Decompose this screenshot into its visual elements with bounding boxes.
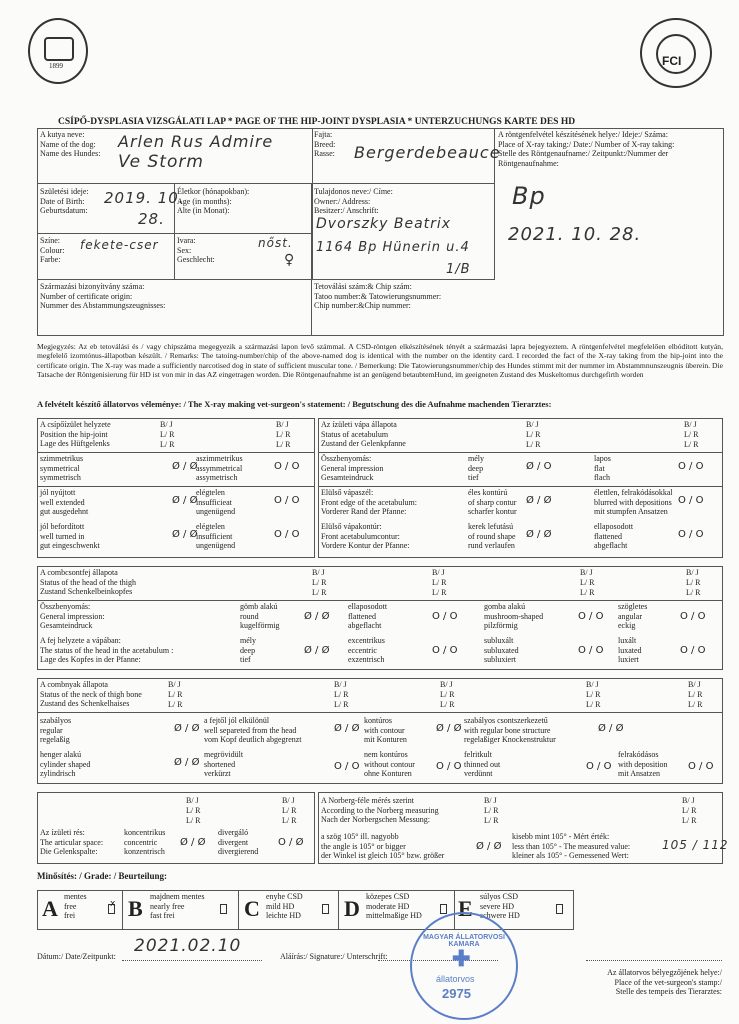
lr-label: L/ R [160, 430, 175, 439]
lr-label: L/ R [282, 806, 297, 815]
fci-text: FCI [662, 54, 682, 68]
grade-A-check-mark: x [110, 899, 116, 909]
lr-label: L/ R [334, 700, 349, 709]
joint-space-opt2-mark[interactable]: O / Ø [278, 837, 304, 848]
date-label: Dátum:/ Date/Zeitpunkt: [37, 952, 116, 961]
front-contour-opt1: kerek lefutású of round shape rund verlaufen [468, 522, 516, 550]
head-pos-label: A fej helyzete a vápában: The status of the head in the acetabulum : Lage des Kopfes in der Pfanne: [40, 636, 174, 664]
general-opt1-mark[interactable]: Ø / O [526, 461, 552, 472]
head-pos-opt3: subluxált subluxated subluxiert [484, 636, 519, 664]
front-contour-opt1-mark[interactable]: Ø / Ø [526, 529, 552, 540]
bj-label: B/ J [186, 796, 199, 805]
lr-label: L/ R [186, 806, 201, 815]
head-general-opt1: gömb alakú round kugelförmig [240, 602, 280, 630]
neck-row2-opt2: nem kontúros without contour ohne Konturen [364, 750, 415, 778]
xray-place-label: A röntgenfelvétel készítésének helye:/ Ideje:/ Száma: Place of X-ray taking:/ Date:/ Number of X-ray taking: Stelle des Röntgenaufname:/ Zeitpunkt:/Nummer der Röntgenaufnahme: [498, 130, 675, 168]
lr-label: L/ R [186, 816, 201, 825]
dog-name-label: A kutya neve: Name of the dog: Name des Hundes: [40, 130, 101, 158]
rot-label: jól befordított well turned in gut eingeschwenkt [40, 522, 100, 550]
stamp-cross-icon: ✚ [452, 946, 471, 971]
neck-row2-opt3-mark[interactable]: O / O [586, 761, 612, 772]
front-edge-opt1-mark[interactable]: Ø / Ø [526, 495, 552, 506]
norberg-opt1-mark[interactable]: Ø / Ø [476, 841, 502, 852]
remarks-text: Megjegyzés: Az eb tetoválási és / vagy chipszáma megegyezik a származási lapon levő számmal. A CSD-röntgen elkészítésének tényét a származási lapra bejegyeztem. A röntgenfelvétel megfelelően elbódított kutyán, megfelelő izomtónus-állapotban készült. / Remarks: The tatoing-number/chip of the above-named dog is identical with the number on the identity card. I recorded the fact of the X-ray taking from the hip-joint into the certificate origin. The X-ray was made a sufficiently narcotised dog in state of sufficient muscular tone. / Bemerkung: Die Tatowierungsnummer/chip des Hundes stimmt mit der nummer im Abstammnunszeugnis überein. Die Tatsache der Röntgenisierung für HD ist von mir in das AZ eingetragen worden. Die Röntgenaufnahme ist an genügend betaubtemHund, im geeigneten Zustand des Muskeltomus durchgefirth worden [37, 342, 723, 380]
norberg-opt1: a szög 105° ill. nagyobb the angle is 105° or bigger der Winkel ist gleich 105° bzw. größer [321, 832, 445, 860]
xray-place-value: Bp [512, 182, 546, 210]
mebesz-logo [28, 18, 88, 84]
grade-divider [238, 890, 239, 930]
grade-A-text: mentes free frei [64, 892, 87, 920]
lr-label: L/ R [432, 578, 447, 587]
grade-title: Minősítés: / Grade: / Beurteilung: [37, 871, 167, 881]
birth-label: Születési ideje: Date of Birth: Geburtsdatum: [40, 187, 89, 215]
statement-title: A felvételt készítő állatorvos véleménye: / The X-ray making vet-surgeon's statement: / Begutschung des die Aufnahme machenden Tierarztes: [37, 399, 552, 409]
lr-label: L/ R [526, 430, 541, 439]
front-contour-opt2: ellaposodott flattened abgeflacht [594, 522, 634, 550]
neck-row1-opt3: szabályos csontszerkezetű with regular bone structure regelaßiger Knockenstruktur [464, 716, 556, 744]
grade-divider [122, 890, 123, 930]
neck-row2-opt1: megrövidült shortened verkürzt [204, 750, 244, 778]
lr-label: L/ R [334, 690, 349, 699]
owner-label: Tulajdonos neve:/ Címe: Owner:/ Address: Besitzer:/ Anschrift: [314, 187, 393, 215]
lr-label: L/ R [580, 588, 595, 597]
neck-row1-label: szabályos regular regelaßig [40, 716, 72, 744]
lr-label: L/ R [686, 578, 701, 587]
owner-value-2: 1164 Bp Hünerin u.4 [316, 240, 470, 255]
front-edge-opt2: élettlen, felrakódásokkal blurred with depositions mit stumpfen Ansatzen [594, 488, 673, 516]
lr-label: L/ R [586, 690, 601, 699]
grade-C-text: enyhe CSD mild HD leichte HD [266, 892, 303, 920]
stamp-caption: Az állatorvos bélyegzőjének helye:/ Place of the vet-surgeon's stamp:/ Stelle des tempeis des Tierarztes: [607, 968, 722, 996]
sym-alt-label: aszimmetrikus assymmetrical assymetrisch [196, 454, 243, 482]
head-pos-opt1: mély deep tief [240, 636, 256, 664]
lr-label: L/ R [580, 578, 595, 587]
head-pos-opt4-mark[interactable]: O / O [680, 645, 706, 656]
birth-value-1: 2019. 10. [104, 189, 185, 207]
stamp-line [586, 960, 722, 961]
rot-checked-mark[interactable]: Ø / Ø [172, 529, 198, 540]
grade-B-letter: B [128, 896, 143, 921]
lr-label: L/ R [440, 690, 455, 699]
head-pos-opt1-mark[interactable]: Ø / Ø [304, 645, 330, 656]
grade-B-text: majdnem mentes nearly free fast frei [150, 892, 205, 920]
lr-label: L/ R [312, 578, 327, 587]
stamp-middle-text: állatorvos [436, 974, 475, 984]
neck-row1-opt2-mark[interactable]: Ø / Ø [436, 723, 462, 734]
sym-checked-mark[interactable]: Ø / Ø [172, 461, 198, 472]
front-edge-label: Elülső vápaszél: Front edge of the acetabulum: Vorderer Rand der Pfanne: [321, 488, 417, 516]
norberg-value: 105 / 112 [662, 838, 729, 852]
general-opt1: mély deep tief [468, 454, 484, 482]
neck-row2-opt3: felritkult thinned out verdünnt [464, 750, 501, 778]
joint-space-label: Az ízületi rés: The articular space: Die Gelenkspalte: [40, 828, 104, 856]
head-pos-opt4: luxált luxated luxiert [618, 636, 642, 664]
neck-row2-mark[interactable]: Ø / Ø [174, 757, 200, 768]
neck-row2-opt4-mark[interactable]: O / O [688, 761, 714, 772]
neck-row1-opt1: a fejtől jól elkülönül well separeted from the head vom Kopf deutlich abgegrenzt [204, 716, 302, 744]
lr-label: L/ R [686, 588, 701, 597]
date-line [122, 960, 262, 961]
front-contour-opt2-mark[interactable]: O / O [678, 529, 704, 540]
lr-label: L/ R [526, 440, 541, 449]
bj-label: B/ J [334, 680, 347, 689]
ext-label: jól nyújtott well extended gut ausgedehnt [40, 488, 89, 516]
neck-row1-opt2: kontúros with contour mit Konturen [364, 716, 407, 744]
head-general-opt1-mark[interactable]: Ø / Ø [304, 611, 330, 622]
bj-label: B/ J [688, 680, 701, 689]
lr-label: L/ R [432, 588, 447, 597]
lr-label: L/ R [168, 690, 183, 699]
owner-value-3: 1/B [446, 262, 471, 277]
bj-label: B/ J [682, 796, 695, 805]
xray-date-value: 2021. 10. 28. [508, 224, 642, 245]
ext-checked-mark[interactable]: Ø / Ø [172, 495, 198, 506]
grade-C-checkbox[interactable] [322, 904, 329, 914]
neck-row1-opt3-mark[interactable]: Ø / Ø [598, 723, 624, 734]
head-pos-opt3-mark[interactable]: O / O [578, 645, 604, 656]
tattoo-label: Tetoválási szám:& Chip szám: Tatoo number:& Tatowierungsnummer: Chip number:&Chip nummer: [314, 282, 442, 310]
bj-label: B/ J [312, 568, 325, 577]
sex-label: Ivara: Sex: Geschlecht: [177, 236, 215, 264]
ext-alt-mark[interactable]: O / O [274, 495, 300, 506]
female-symbol-icon: ♀ [284, 252, 296, 268]
lr-label: L/ R [586, 700, 601, 709]
joint-space-opt1-mark[interactable]: Ø / Ø [180, 837, 206, 848]
lr-label: L/ R [688, 690, 703, 699]
head-general-opt4-mark[interactable]: O / O [680, 611, 706, 622]
grade-D-checkbox[interactable] [440, 904, 447, 914]
lr-label: L/ R [282, 816, 297, 825]
lr-label: L/ R [684, 430, 699, 439]
sym-label: szimmetrikus symmetrical symmetrisch [40, 454, 84, 482]
dog-name-value-2: Ve Storm [118, 152, 204, 172]
bj-label: B/ J [168, 680, 181, 689]
head-pos-opt2: excentrikus eccentric exzentrisch [348, 636, 385, 664]
norberg-opt2: kisebb mint 105° - Mért érték: less than 105° - The measured value: kleiner als 105° - Gemessened Wert: [512, 832, 631, 860]
vet-stamp [410, 912, 518, 1020]
head-pos-opt2-mark[interactable]: O / O [432, 645, 458, 656]
front-edge-opt2-mark[interactable]: O / O [678, 495, 704, 506]
acetabulum-label: Az ízületi vápa állapota Status of acetabulum Zustand der Gelenkpfanne [321, 420, 406, 448]
lr-label: L/ R [160, 440, 175, 449]
breed-value: Bergerdebeauce [354, 143, 501, 162]
bj-label: B/ J [684, 420, 697, 429]
head-general-label: Összbenyomás: General impression: Gesamteindruck [40, 602, 105, 630]
logo-year: 1899 [49, 62, 63, 70]
norberg-label: A Norberg-féle mérés szerint According to the Norberg measuring Nach der Norbergschen Messung: [321, 796, 439, 824]
grade-divider [338, 890, 339, 930]
bj-label: B/ J [282, 796, 295, 805]
head-general-opt2-mark[interactable]: O / O [432, 611, 458, 622]
bj-label: B/ J [276, 420, 289, 429]
lr-label: L/ R [682, 816, 697, 825]
grade-D-letter: D [344, 896, 360, 921]
joint-space-opt1: koncentrikus concentric konzentrisch [124, 828, 166, 856]
lr-label: L/ R [684, 440, 699, 449]
breed-label: Fajta: Breed: Rasse: [314, 130, 336, 158]
lr-label: L/ R [440, 700, 455, 709]
rot-alt-label: elégtelen insufficient ungenügend [196, 522, 236, 550]
lr-label: L/ R [682, 806, 697, 815]
bj-label: B/ J [580, 568, 593, 577]
general-label: Összbenyomás: General impression Gesamteindruck [321, 454, 384, 482]
head-general-opt4: szögletes angular eckig [618, 602, 648, 630]
colour-label: Színe: Colour: Farbe: [40, 236, 65, 264]
general-opt2-mark[interactable]: O / O [678, 461, 704, 472]
bj-label: B/ J [586, 680, 599, 689]
bj-label: B/ J [440, 680, 453, 689]
head-label: A combcsontfej állapota Status of the head of the thigh Zustand Schenkelbeinkopfes [40, 568, 136, 596]
colour-value: fekete-cser [80, 238, 159, 252]
grade-C-letter: C [244, 896, 260, 921]
stamp-number: 2975 [442, 986, 471, 1001]
neck-row2-opt1-mark[interactable]: O / O [334, 761, 360, 772]
lr-label: L/ R [276, 440, 291, 449]
ext-alt-label: elégtelen insufficieat ungenügend [196, 488, 236, 516]
grade-A-letter: A [42, 896, 58, 921]
neck-row2-opt4: felrakódásos with deposition mit Ansatzen [618, 750, 668, 778]
hip-position-label: A csípőízület helyzete Position the hip-joint Lage des Hüftgelenks [40, 420, 111, 448]
certificate-label: Származási bizonyítvány száma: Number of certificate origin: Nummer des Abstammungszeugnisses: [40, 282, 166, 310]
birth-value-2: 28. [138, 210, 165, 228]
grade-E-letter: E [458, 896, 473, 921]
lr-label: L/ R [484, 806, 499, 815]
lr-label: L/ R [688, 700, 703, 709]
signature-label: Aláírás:/ Signature:/ Unterschrift: [280, 952, 388, 961]
owner-value-1: Dvorszky Beatrix [316, 216, 452, 232]
front-contour-label: Elülső vápakontúr: Front acetabulumcontur: Vordere Kontur der Pfanne: [321, 522, 410, 550]
neck-row1-opt1-mark[interactable]: Ø / Ø [334, 723, 360, 734]
neck-row2-label: henger alakú cylinder shaped zylindrisch [40, 750, 91, 778]
grade-E-checkbox[interactable] [556, 904, 563, 914]
neck-row1-mark[interactable]: Ø / Ø [174, 723, 200, 734]
head-general-opt3-mark[interactable]: O / O [578, 611, 604, 622]
sym-alt-mark[interactable]: O / O [274, 461, 300, 472]
age-label: Életkor (hónapokban): Age (in months): Alte (in Monat): [177, 187, 250, 215]
dog-name-value-1: Arlen Rus Admire [118, 132, 274, 151]
bj-label: B/ J [160, 420, 173, 429]
lr-label: L/ R [484, 816, 499, 825]
lr-label: L/ R [312, 588, 327, 597]
stamp-top-text: MAGYAR ÁLLATORVOSI KAMARA [423, 934, 505, 948]
bj-label: B/ J [686, 568, 699, 577]
grade-B-checkbox[interactable] [220, 904, 227, 914]
lr-label: L/ R [168, 700, 183, 709]
bj-label: B/ J [484, 796, 497, 805]
general-opt2: lapos flat flach [594, 454, 611, 482]
head-general-opt3: gomba alakú mushroom-shaped pilzförmig [484, 602, 544, 630]
fci-logo [640, 18, 712, 88]
neck-row2-opt2-mark[interactable]: O / O [436, 761, 462, 772]
lr-label: L/ R [276, 430, 291, 439]
bj-label: B/ J [526, 420, 539, 429]
joint-space-opt2: divergáló divergent divergierend [218, 828, 259, 856]
neck-label: A combnyak állapota Status of the neck of thigh bone Zustand des Schenkelhaises [40, 680, 142, 708]
rot-alt-mark[interactable]: O / O [274, 529, 300, 540]
grade-E-text: súlyos CSD severe HD schwere HD [480, 892, 520, 920]
sex-value: nőst. [258, 236, 293, 250]
front-edge-opt1: éles kontúrú of sharp contur scharfer kontur [468, 488, 517, 516]
bj-label: B/ J [432, 568, 445, 577]
date-value: 2021.02.10 [134, 936, 242, 956]
page-title: CSÍPŐ-DYSPLASIA VIZSGÁLATI LAP * PAGE OF THE HIP-JOINT DYSPLASIA * UNTERZUCHUNGS KARTE DES HD [58, 117, 576, 127]
grade-D-text: közepes CSD moderate HD mittelmaßige HD [366, 892, 422, 920]
head-general-opt2: ellaposodott flattened abgeflacht [348, 602, 388, 630]
